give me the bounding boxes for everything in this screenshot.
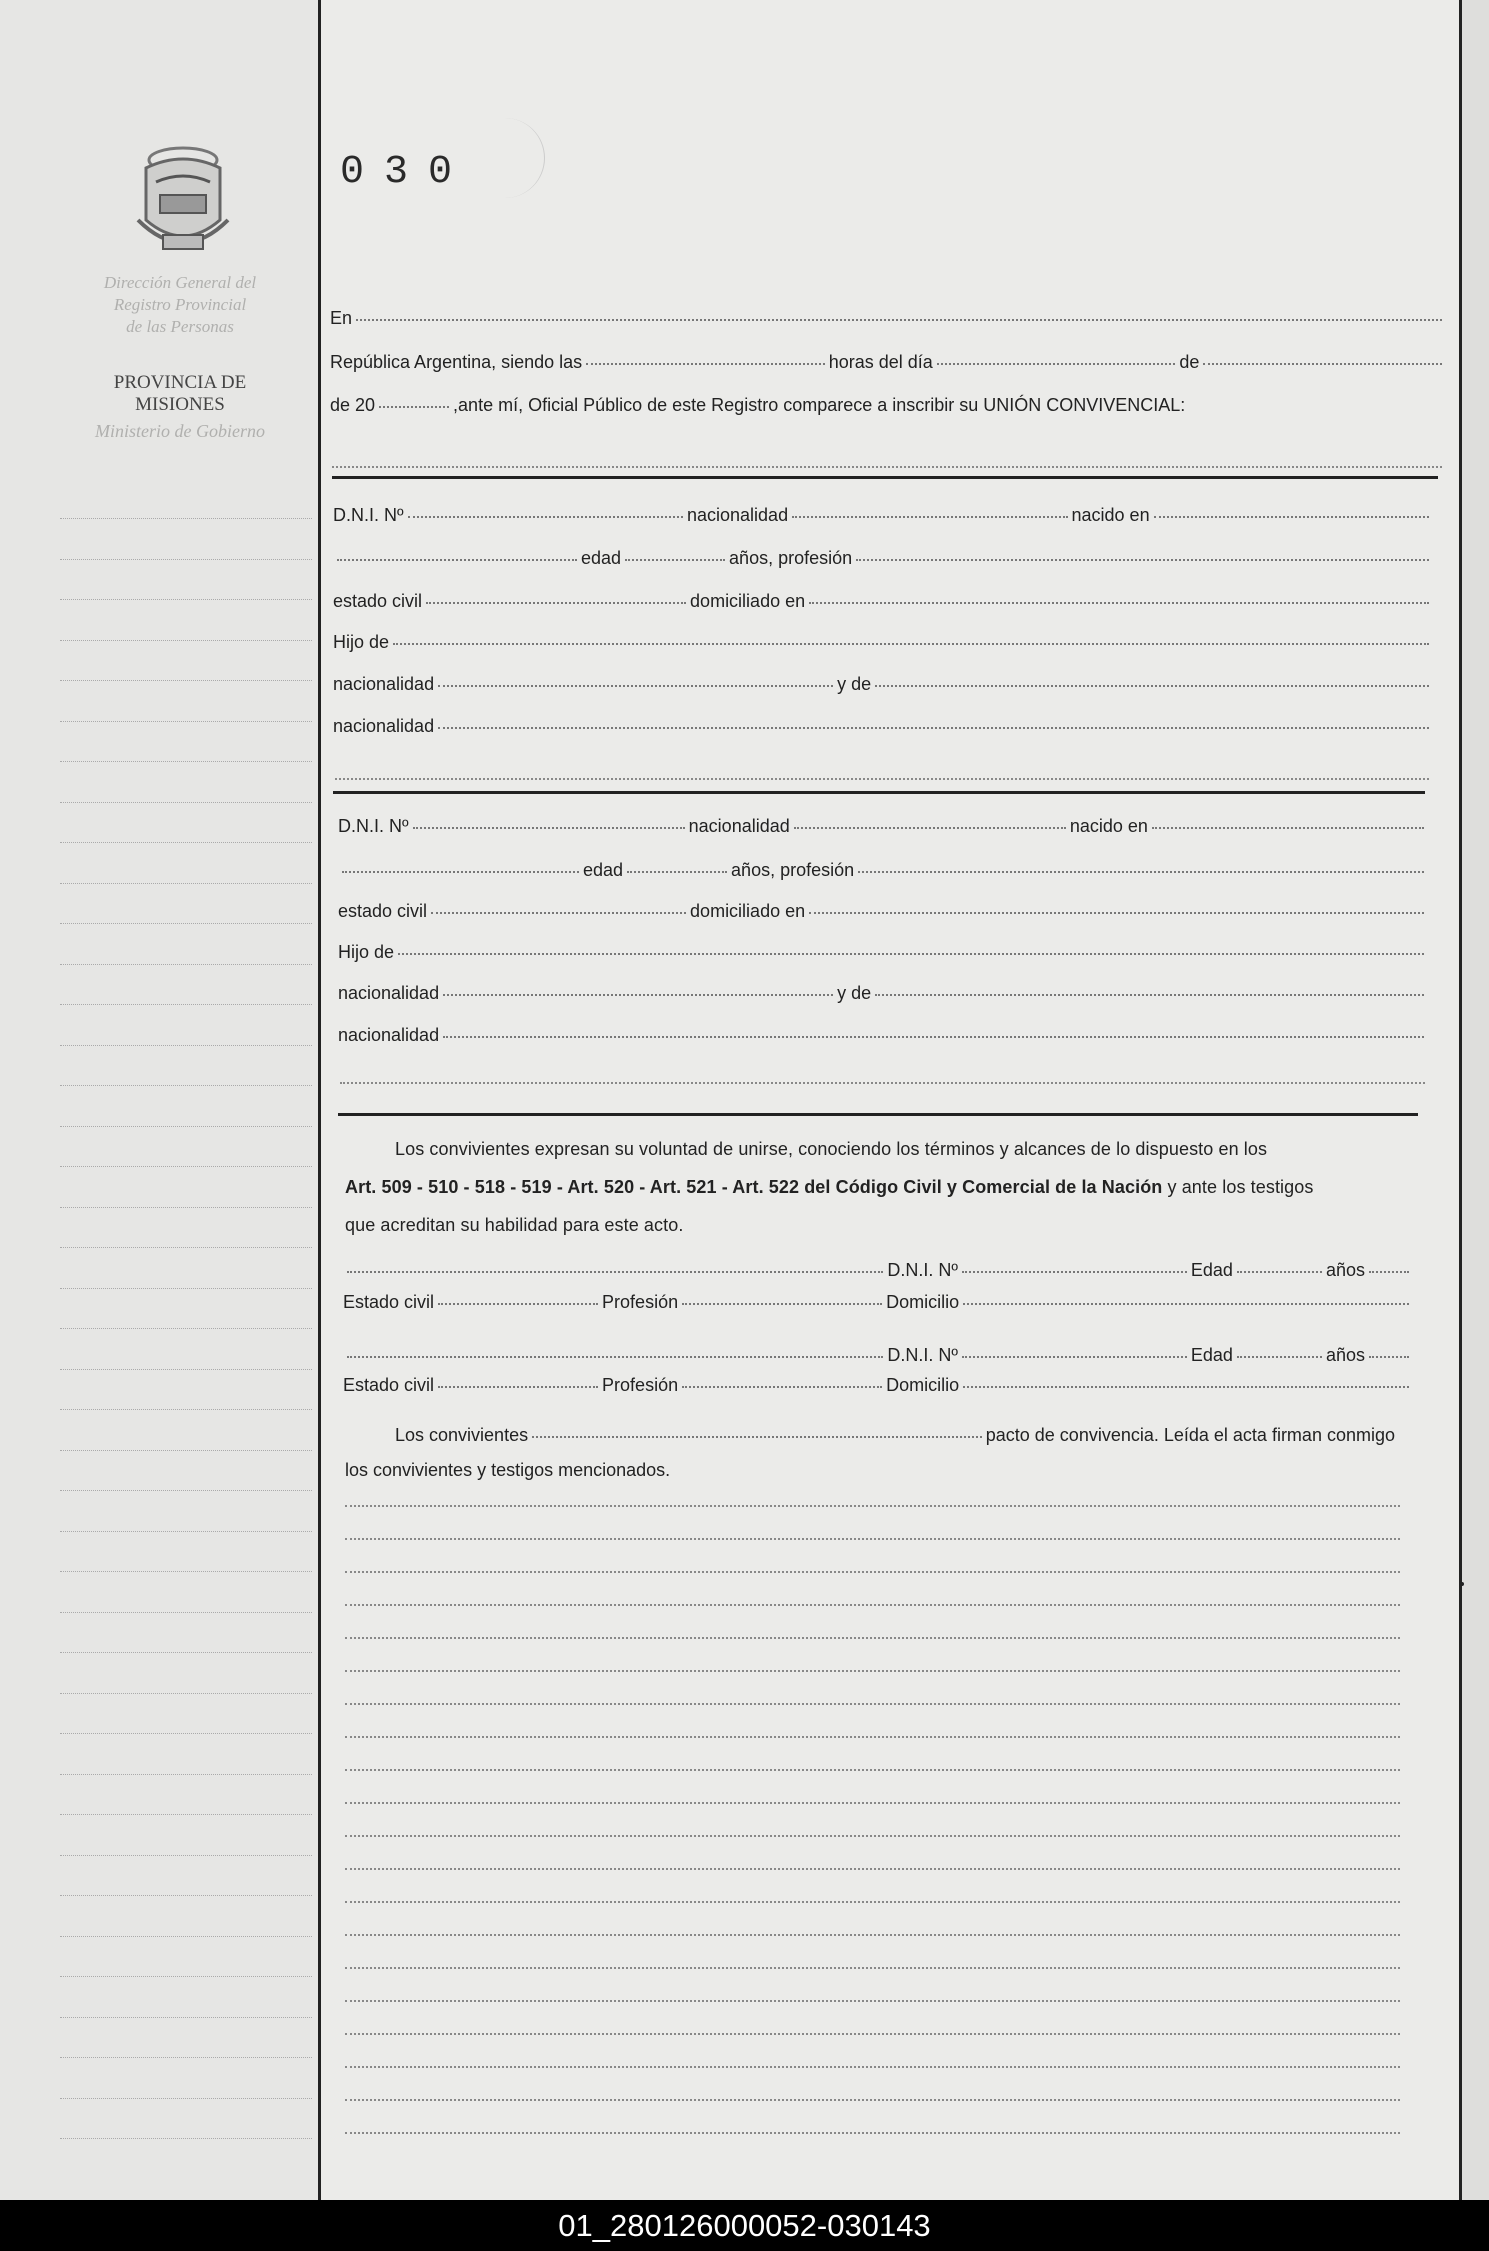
witness-address-label: Domicilio	[886, 1292, 960, 1312]
witness-years-label: años	[1325, 1260, 1365, 1280]
closing-line2	[345, 1460, 1395, 1481]
margin-line	[60, 1490, 312, 1491]
margin-line	[60, 1166, 312, 1167]
witness-age-label: Edad	[1190, 1345, 1233, 1365]
p2-blank-line	[340, 1082, 1425, 1084]
margin-line	[60, 1288, 312, 1289]
p2-dni-line	[338, 816, 1428, 837]
w2-civil-line	[343, 1375, 1413, 1396]
margin-line	[60, 1612, 312, 1613]
hours-day-label: horas del día	[828, 352, 933, 372]
age-label: edad	[583, 860, 624, 880]
declaration-line2	[345, 1168, 1425, 1206]
dni-label: D.N.I. Nº	[338, 816, 409, 836]
nationality-label: nacionalidad	[333, 716, 435, 736]
document-code: 01_280126000052-030143	[0, 2200, 1489, 2251]
p2-age-line	[338, 860, 1428, 881]
notes-line	[345, 1835, 1400, 1837]
nationality-label: nacionalidad	[333, 674, 435, 694]
margin-line	[60, 2098, 312, 2099]
p2-child-line	[338, 942, 1428, 963]
notes-line	[345, 1868, 1400, 1870]
notes-line	[345, 1703, 1400, 1705]
margin-line	[60, 1450, 312, 1451]
intro-line-time	[330, 352, 1446, 373]
ministry-name: Ministerio de Gobierno	[95, 421, 265, 441]
and-of-label: y de	[837, 674, 872, 694]
province-name: PROVINCIA DE MISIONES	[113, 372, 247, 415]
articles-reference: Art. 509 - 510 - 518 - 519 - Art. 520 - Art. 521 - Art. 522 del Código Civil y Comercial de la Nación	[345, 1177, 1163, 1197]
page-edge	[1462, 0, 1489, 2200]
notes-line	[345, 1604, 1400, 1606]
section-divider	[333, 791, 1425, 794]
margin-line	[60, 1247, 312, 1248]
margin-line	[60, 518, 312, 519]
witness-text: y ante los testigos	[1167, 1177, 1314, 1197]
margin-line	[60, 1895, 312, 1896]
margin-line	[60, 1126, 312, 1127]
form-area	[318, 0, 1462, 2200]
convivientes-label: Los convivientes	[395, 1425, 529, 1445]
years-profession-label: años, profesión	[731, 860, 855, 880]
margin-line	[60, 2057, 312, 2058]
margin-line	[60, 1936, 312, 1937]
notes-line	[345, 2066, 1400, 2068]
notes-line	[345, 2033, 1400, 2035]
p1-civil-line	[333, 591, 1433, 612]
notes-line	[345, 1505, 1400, 1507]
p1-parent1-line	[333, 674, 1433, 695]
dni-label: D.N.I. Nº	[333, 505, 404, 525]
w2-dni-line	[343, 1345, 1413, 1366]
witness-profession-label: Profesión	[602, 1375, 679, 1395]
margin-line	[60, 599, 312, 600]
ante-mi-text: ,ante mí, Oficial Público de este Registro comparece a inscribir su UNIÓN CONVIVENCIAL:	[453, 395, 1186, 415]
section-divider	[332, 476, 1438, 479]
p2-parent1-line	[338, 983, 1428, 1004]
w1-civil-line	[343, 1292, 1413, 1313]
notes-line	[345, 1538, 1400, 1540]
witness-age-label: Edad	[1190, 1260, 1233, 1280]
notes-line	[345, 1967, 1400, 1969]
witness-civil-label: Estado civil	[343, 1292, 435, 1312]
p1-age-line	[333, 548, 1433, 569]
declaration-line3: que acreditan su habilidad para este acto.	[345, 1215, 684, 1235]
notes-line	[345, 1802, 1400, 1804]
margin-line	[60, 559, 312, 560]
declaration-text	[345, 1130, 1425, 1244]
margin-line	[60, 1733, 312, 1734]
and-of-label: y de	[837, 983, 872, 1003]
margin-line	[60, 1652, 312, 1653]
margin-line	[60, 1774, 312, 1775]
notes-line	[345, 2099, 1400, 2101]
margin-line	[60, 1045, 312, 1046]
notes-line	[345, 2132, 1400, 2134]
witness-profession-label: Profesión	[602, 1292, 679, 1312]
margin-line	[60, 964, 312, 965]
nationality-label: nacionalidad	[338, 1025, 440, 1045]
margin-line	[60, 1328, 312, 1329]
notes-line	[345, 1571, 1400, 1573]
p1-parent2-line	[333, 716, 1433, 737]
nationality-label: nacionalidad	[338, 983, 440, 1003]
declaration-line1: Los convivientes expresan su voluntad de unirse, conociendo los términos y alcances de lo dispuesto en los	[395, 1139, 1268, 1159]
margin-column	[0, 0, 318, 2200]
intro-line-appears	[330, 395, 1446, 416]
p2-civil-line	[338, 901, 1428, 922]
notes-line	[345, 1670, 1400, 1672]
born-in-label: nacido en	[1069, 816, 1148, 836]
margin-line	[60, 1369, 312, 1370]
witness-dni-label: D.N.I. Nº	[887, 1260, 958, 1280]
en-label: En	[330, 308, 353, 328]
margin-line	[60, 1814, 312, 1815]
nationality-label: nacionalidad	[688, 816, 790, 836]
margin-line	[60, 1004, 312, 1005]
margin-line	[60, 640, 312, 641]
witness-dni-label: D.N.I. Nº	[887, 1345, 958, 1365]
margin-line	[60, 680, 312, 681]
witness-address-label: Domicilio	[886, 1375, 960, 1395]
margin-line	[60, 802, 312, 803]
p1-dni-line	[333, 505, 1433, 526]
intro-line-en	[330, 308, 1446, 329]
margin-line	[60, 1531, 312, 1532]
year-label: de 20	[330, 395, 376, 415]
p2-parent2-line	[338, 1025, 1428, 1046]
civil-status-label: estado civil	[338, 901, 428, 921]
notes-line	[345, 1901, 1400, 1903]
margin-line	[60, 1976, 312, 1977]
margin-line	[60, 2138, 312, 2139]
notes-line	[345, 1637, 1400, 1639]
residence-label: domiciliado en	[690, 901, 806, 921]
margin-line	[60, 883, 312, 884]
nationality-label: nacionalidad	[687, 505, 789, 525]
intro-blank-line	[332, 466, 1442, 468]
act-number: 030	[340, 150, 473, 195]
margin-line	[60, 2017, 312, 2018]
notes-line	[345, 2000, 1400, 2002]
born-in-label: nacido en	[1071, 505, 1150, 525]
age-label: edad	[581, 548, 622, 568]
child-of-label: Hijo de	[338, 942, 395, 962]
margin-line	[60, 1409, 312, 1410]
de-label: de	[1179, 352, 1200, 372]
child-of-label: Hijo de	[333, 632, 390, 652]
coat-of-arms-emblem	[128, 140, 238, 265]
margin-line	[60, 761, 312, 762]
residence-label: domiciliado en	[690, 591, 806, 611]
signature-text: los convivientes y testigos mencionados.	[345, 1460, 671, 1480]
years-profession-label: años, profesión	[729, 548, 853, 568]
margin-line	[60, 721, 312, 722]
notes-line	[345, 1769, 1400, 1771]
w1-dni-line	[343, 1260, 1413, 1281]
registry-name: Dirección General del Registro Provincial de las Personas	[103, 273, 257, 336]
republica-label: República Argentina, siendo las	[330, 352, 583, 372]
civil-status-label: estado civil	[333, 591, 423, 611]
notes-line	[345, 1736, 1400, 1738]
margin-line	[60, 1085, 312, 1086]
witness-years-label: años	[1325, 1345, 1365, 1365]
p1-child-line	[333, 632, 1433, 653]
margin-line	[60, 923, 312, 924]
witness-civil-label: Estado civil	[343, 1375, 435, 1395]
margin-line	[60, 842, 312, 843]
notes-line	[345, 1934, 1400, 1936]
section-divider	[338, 1113, 1418, 1116]
margin-line	[60, 1855, 312, 1856]
closing-line	[345, 1425, 1395, 1446]
margin-line	[60, 1693, 312, 1694]
pact-text: pacto de convivencia. Leída el acta firman conmigo	[985, 1425, 1395, 1445]
p1-blank-line	[335, 778, 1429, 780]
margin-line	[60, 1207, 312, 1208]
page-mark	[1460, 1582, 1464, 1586]
margin-line	[60, 1571, 312, 1572]
